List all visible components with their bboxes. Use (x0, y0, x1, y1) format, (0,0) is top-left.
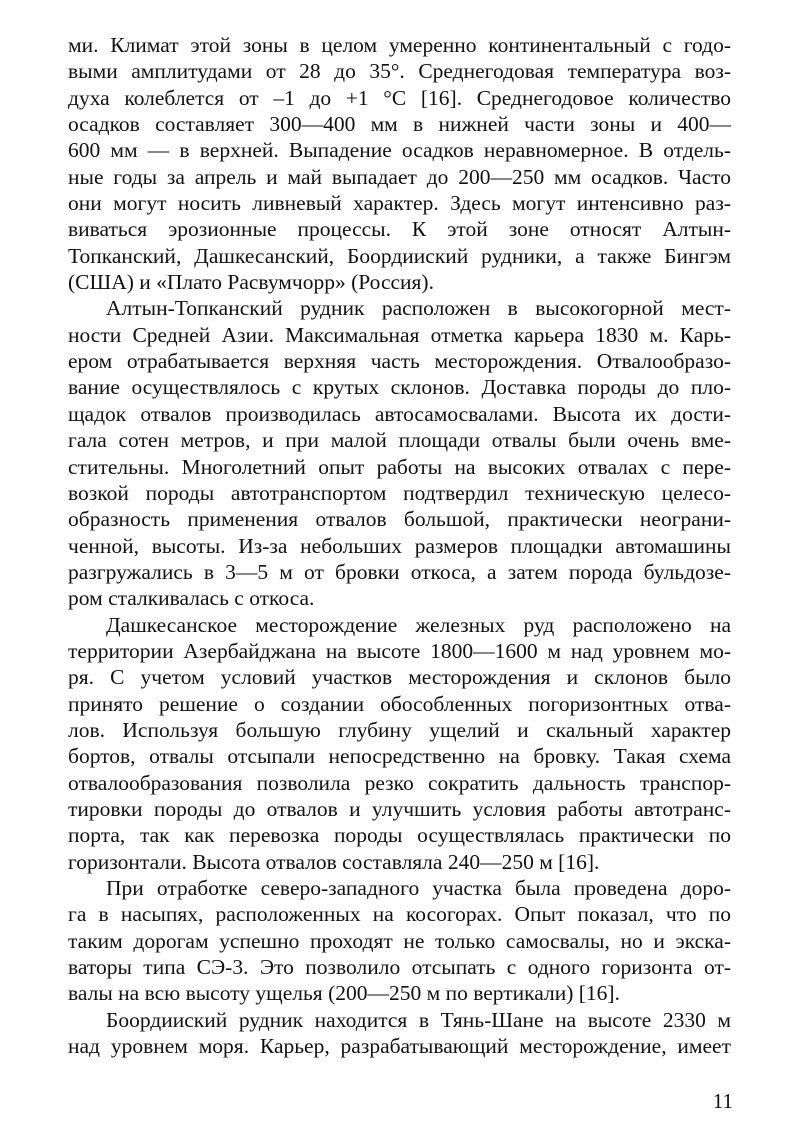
text-line: Боордииский рудник находится в Тянь-Шане на высоте 2330 м (106, 1007, 731, 1032)
text-line: ченной, высоты. Из-за небольших размеров площадки автомашины (68, 533, 731, 558)
text-line: отвалообразования позволила резко сократить дальность транспор- (68, 770, 731, 795)
text-line: ером отрабатывается верхняя часть месторождения. Отвалообразо- (68, 349, 731, 374)
text-line: бортов, отвалы отсыпали непосредственно на бровку. Такая схема (68, 744, 731, 769)
text-line: 600 мм — в верхней. Выпадение осадков неравномерное. В отдель- (68, 138, 731, 163)
text-line: тировки породы до отвалов и улучшить условия работы автотранс- (68, 796, 731, 821)
text-line: духа колеблется от –1 до +1 °С [16]. Среднегодовое количество (68, 85, 731, 110)
text-line: территории Азербайджана на высоте 1800—1600 м над уровнем мо- (68, 638, 731, 663)
text-line: горизонтали. Высота отвалов составляла 240—250 м [16]. (68, 849, 600, 874)
text-line: разгружались в 3—5 м от бровки откоса, а затем порода бульдозе- (68, 559, 731, 584)
text-line: над уровнем моря. Карьер, разрабатывающий месторождение, имеет (68, 1034, 731, 1059)
text-line: осадков составляет 300—400 мм в нижней части зоны и 400— (68, 112, 731, 137)
paragraph-boordin (68, 1007, 731, 1060)
text-line: образность применения отвалов большой, практически неограни- (68, 507, 731, 532)
text-line: выми амплитудами от 28 до 35°. Среднегодовая температура воз- (68, 59, 731, 84)
text-line: Топканский, Дашкесанский, Боордииский рудники, а также Бингэм (68, 243, 731, 268)
page-number: 11 (712, 1089, 733, 1113)
text-line: (США) и «Плато Расвумчорр» (Россия). (68, 270, 434, 295)
text-line: ря. С учетом условий участков месторождения и склонов было (68, 665, 731, 690)
text-line: виваться эрозионные процессы. К этой зоне относят Алтын- (68, 217, 731, 242)
text-line: ром сталкивалась с откоса. (68, 586, 315, 611)
text-line: При отработке северо-западного участка была проведена доро- (106, 876, 731, 900)
paragraph-dashkesan (68, 612, 731, 875)
text-line: возкой породы автотранспортом подтвердил техническую целесо- (68, 480, 731, 505)
text-line: вание осуществлялось с крутых склонов. Доставка породы до пло- (68, 375, 731, 400)
text-line: Дашкесанское месторождение железных руд расположено на (106, 612, 731, 637)
paragraph-altyn-topkan (68, 295, 731, 611)
text-line: щадок отвалов производилась автосамосвалами. Высота их дости- (68, 401, 731, 426)
text-line: гала сотен метров, и при малой площади отвалы были очень вме- (68, 428, 731, 453)
text-line: порта, так как перевозка породы осуществлялась практически по (68, 823, 731, 848)
text-line: таким дорогам успешно проходят не только самосвалы, но и экска- (68, 928, 731, 953)
text-line: они могут носить ливневый характер. Здесь могут интенсивно раз- (68, 191, 731, 216)
text-line: валы на всю высоту ущелья (200—250 м по вертикали) [16]. (68, 981, 620, 1006)
text-line: ваторы типа СЭ-3. Это позволило отсыпать с одного горизонта от- (68, 955, 731, 980)
text-line: лов. Используя большую глубину ущелий и скальный характер (68, 717, 731, 742)
text-line: ми. Климат этой зоны в целом умеренно континентальный с годо- (68, 33, 731, 57)
text-line: га в насыпях, расположенных на косогорах. Опыт показал, что по (68, 902, 731, 927)
text-line: ные годы за апрель и май выпадает до 200—250 мм осадков. Часто (68, 164, 731, 189)
body-text (68, 32, 731, 1059)
paragraph-northwest-section (68, 875, 731, 1007)
text-line: ности Средней Азии. Максимальная отметка карьера 1830 м. Карь- (68, 322, 731, 347)
paragraph-climate (68, 32, 731, 295)
text-line: принято решение о создании обособленных погоризонтных отва- (68, 691, 731, 716)
text-line: стительны. Многолетний опыт работы на высоких отвалах с пере- (68, 454, 731, 479)
text-line: Алтын-Топканский рудник расположен в высокогорной мест- (106, 296, 731, 321)
